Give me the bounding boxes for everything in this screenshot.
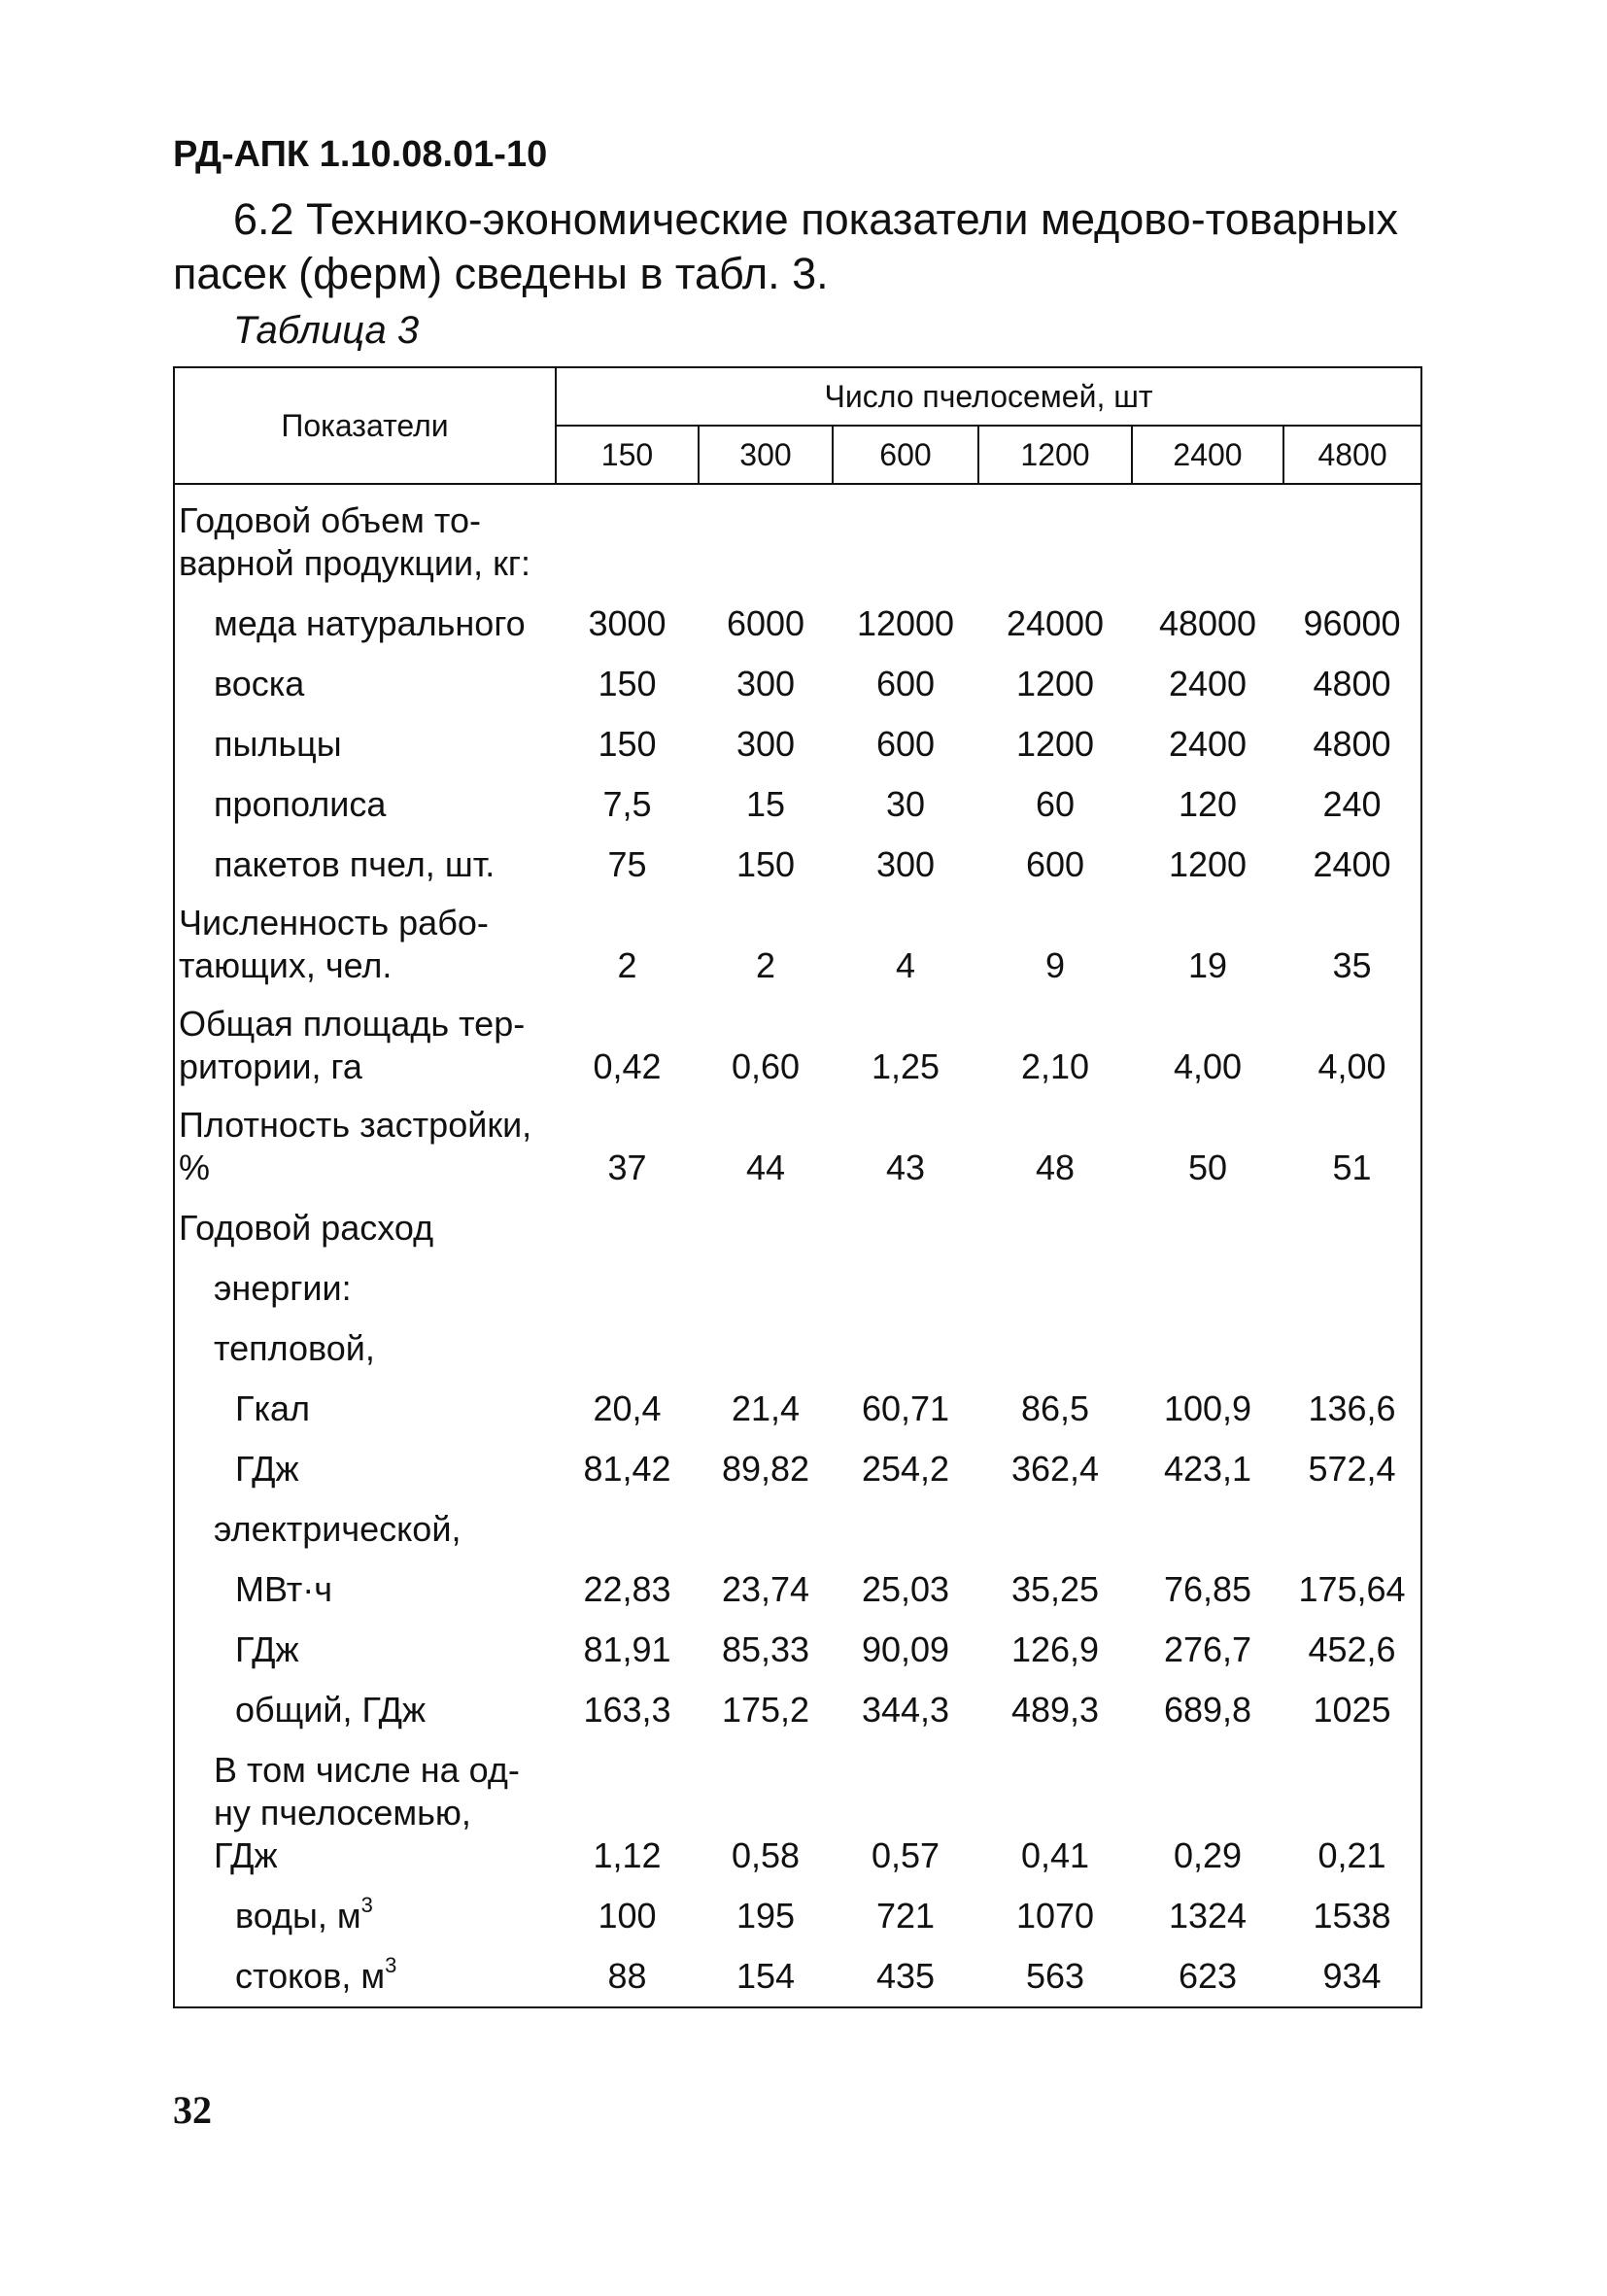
row-label-line: Численность рабо- [179,903,489,942]
table-cell: 81,91 [583,1629,671,1669]
table-cell [833,1250,978,1310]
table-cell: 75 [607,844,647,884]
table-cell: 150 [735,844,796,884]
row-label-line: ритории, га [179,1046,362,1086]
table-cell: 100 [598,1896,657,1936]
row-label-text: прополиса [214,784,387,824]
row-label [175,1491,556,1551]
table-cell: 254,2 [861,1449,950,1489]
row-label [175,987,556,1088]
table-cell [833,1491,978,1551]
table-cell: 44 [745,1148,786,1187]
row-label [175,1937,556,1998]
unit-superscript: 3 [360,1893,373,1917]
table-cell [1283,1491,1420,1551]
table-cell: 48 [1035,1148,1076,1187]
indicators-table [173,366,1422,2008]
table-cell: 2,10 [1020,1046,1090,1086]
table-cell: 2400 [1168,664,1248,703]
table-cell [1132,1189,1283,1250]
table-cell: 1324 [1168,1896,1248,1936]
row-label-text: общий, ГДж [235,1690,427,1730]
table-row [175,1551,1420,1611]
table-cell: 3000 [588,603,667,643]
table-cell: 96000 [1303,603,1401,643]
header-col-0: 150 [556,426,699,484]
table-cell: 23,74 [721,1569,810,1609]
header-col-2: 600 [833,426,978,484]
table-cell: 1,25 [871,1046,940,1086]
table-row [175,1877,1420,1937]
table-row [175,987,1420,1088]
table-cell: 175,2 [721,1690,810,1730]
row-label [175,484,556,585]
table-cell [1132,1250,1283,1310]
row-label [175,1877,556,1937]
table-cell: 20,4 [593,1388,662,1428]
row-label [175,1430,556,1491]
table-cell: 21,4 [731,1388,801,1428]
table-cell: 689,8 [1163,1690,1252,1730]
row-label [175,645,556,705]
table-cell: 2400 [1313,844,1391,884]
table-row [175,826,1420,886]
table-cell [699,1310,833,1370]
row-label [175,886,556,987]
table-cell: 90,09 [861,1629,950,1669]
table-cell [699,1491,833,1551]
header-col-4: 2400 [1132,426,1283,484]
row-label-text: пыльцы [214,724,342,764]
table-cell: 4,00 [1317,1046,1386,1086]
table-cell: 362,4 [1010,1449,1100,1489]
intro-line-1: 6.2 Технико-экономические показатели медово-товарных [233,194,1398,244]
row-label-line: В том числе на од- [214,1750,520,1790]
header-col-5: 4800 [1283,426,1420,484]
table-cell: 276,7 [1163,1629,1252,1669]
table-cell: 1070 [1015,1896,1095,1936]
row-label [175,1551,556,1611]
row-label-text: МВт·ч [235,1569,333,1609]
table-cell: 300 [735,664,796,703]
row-label [175,705,556,766]
row-label-line: Общая площадь тер- [179,1004,526,1044]
table-cell [1132,484,1283,585]
table-cell [556,1491,699,1551]
row-label [175,585,556,645]
table-cell [1132,1310,1283,1370]
table-cell: 600 [1025,844,1085,884]
table-cell: 6000 [726,603,805,643]
table-row [175,766,1420,826]
table-cell [1283,1310,1420,1370]
table-cell: 48000 [1158,603,1257,643]
table-cell: 163,3 [583,1690,671,1730]
row-label-line: Плотность застройки, [179,1105,532,1145]
table-cell: 1,12 [593,1835,662,1875]
table-cell: 136,6 [1308,1388,1396,1428]
table-cell: 600 [875,664,936,703]
table-cell: 120 [1178,784,1238,824]
table-cell [833,1189,978,1250]
table-row [175,1430,1420,1491]
row-label-line: ну пчелосемью, [214,1793,471,1833]
table-cell [556,1310,699,1370]
table-cell: 1538 [1313,1896,1391,1936]
table-cell [978,1250,1132,1310]
row-label-text: пакетов пчел, шт. [214,844,496,884]
table-cell: 81,42 [583,1449,671,1489]
table-row [175,1611,1420,1671]
row-label-text: воды, м [235,1896,361,1936]
row-label-text: стоков, м [235,1956,386,1996]
table-cell: 452,6 [1308,1629,1396,1669]
table-cell: 30 [885,784,926,824]
row-label-text: ГДж [235,1629,299,1669]
table-cell [1283,484,1420,585]
table-cell: 9 [1044,945,1066,985]
table-cell: 50 [1187,1148,1228,1187]
table-row [175,1731,1420,1877]
page-number: 32 [173,2088,212,2132]
table-cell: 89,82 [721,1449,810,1489]
row-label-line: % [179,1148,211,1187]
table-cell: 721 [875,1896,936,1936]
table-row [175,1671,1420,1731]
header-col-1: 300 [699,426,833,484]
table-cell: 435 [875,1956,936,1996]
table-cell [1283,1189,1420,1250]
table-cell: 623 [1178,1956,1238,1996]
table-cell: 43 [885,1148,926,1187]
row-label [175,1189,556,1250]
table-cell: 0,29 [1173,1835,1243,1875]
table-cell [833,484,978,585]
table-cell [556,1189,699,1250]
table-row [175,1491,1420,1551]
table-cell: 934 [1322,1956,1382,1996]
table-cell: 2400 [1168,724,1248,764]
table-cell: 100,9 [1163,1388,1252,1428]
table-cell [699,1189,833,1250]
table-cell [556,1250,699,1310]
table-row [175,1937,1420,1998]
unit-superscript: 3 [385,1953,397,1977]
table-cell: 37 [607,1148,647,1187]
row-label-text: Годовой расход [179,1208,434,1248]
table-cell: 85,33 [721,1629,810,1669]
table-cell: 35,25 [1010,1569,1100,1609]
table-cell: 2 [617,945,637,985]
table-cell: 4800 [1313,664,1391,703]
table-cell: 175,64 [1298,1569,1406,1609]
row-label-line: тающих, чел. [179,945,393,985]
row-label-text: меда натурального [214,603,526,643]
table-cell [833,1310,978,1370]
table-cell: 24000 [1006,603,1105,643]
table-cell: 60 [1035,784,1076,824]
table-cell: 51 [1332,1148,1372,1187]
table-cell [1283,1250,1420,1310]
table-cell: 0,41 [1020,1835,1090,1875]
table-cell: 1200 [1015,664,1095,703]
table-cell: 76,85 [1163,1569,1252,1609]
table-cell: 300 [875,844,936,884]
row-label-text: электрической, [214,1509,462,1549]
intro-paragraph [173,192,1436,301]
row-label-text: тепловой, [214,1328,375,1368]
table-cell: 1025 [1313,1690,1391,1730]
table-cell [978,1189,1132,1250]
table-cell: 489,3 [1010,1690,1100,1730]
row-label-text: Гкал [235,1388,311,1428]
row-label [175,1370,556,1430]
table-cell: 150 [598,724,657,764]
table-cell: 344,3 [861,1690,950,1730]
table-cell: 126,9 [1010,1629,1100,1669]
table-cell: 60,71 [861,1388,950,1428]
table-row [175,886,1420,987]
table-cell: 0,58 [731,1835,801,1875]
table-cell: 15 [745,784,786,824]
row-label [175,1088,556,1189]
table-cell: 154 [735,1956,796,1996]
row-label-text: энергии: [214,1268,352,1308]
table-cell: 600 [875,724,936,764]
document-code: РД-АПК 1.10.08.01-10 [173,134,548,175]
table-cell: 0,60 [731,1046,801,1086]
table-cell: 423,1 [1163,1449,1252,1489]
table-cell: 7,5 [602,784,652,824]
row-label-text: ГДж [235,1449,299,1489]
row-label [175,1731,556,1877]
table-cell: 2 [755,945,776,985]
table-cell [556,484,699,585]
table-cell: 0,21 [1317,1835,1386,1875]
table-cell [978,1310,1132,1370]
row-label [175,766,556,826]
table-cell: 35 [1332,945,1372,985]
table-cell: 4,00 [1173,1046,1243,1086]
row-label [175,1611,556,1671]
table-cell: 4 [895,945,916,985]
table-cell: 25,03 [861,1569,950,1609]
table-cell: 86,5 [1020,1388,1090,1428]
table-cell: 0,57 [871,1835,940,1875]
header-colonies-count: Число пчелосемей, шт [824,378,1153,414]
row-label-line: ГДж [214,1835,278,1875]
table-row [175,645,1420,705]
table-cell: 240 [1322,784,1382,824]
table-row [175,1310,1420,1370]
table-cell [699,484,833,585]
row-label [175,826,556,886]
table-cell: 1200 [1015,724,1095,764]
table-cell [978,484,1132,585]
table-row [175,1088,1420,1189]
row-label [175,1310,556,1370]
table-row [175,1250,1420,1310]
table-cell: 12000 [856,603,955,643]
table-cell: 563 [1025,1956,1085,1996]
row-label-line: варной продукции, кг: [179,543,531,583]
table-cell: 22,83 [583,1569,671,1609]
table-cell: 0,42 [593,1046,662,1086]
table-cell: 1200 [1168,844,1248,884]
table-cell [1132,1491,1283,1551]
table-cell [978,1491,1132,1551]
table-cell: 195 [735,1896,796,1936]
intro-line-2: пасек (ферм) сведены в табл. 3. [173,249,829,298]
table-row [175,705,1420,766]
table-cell: 4800 [1313,724,1391,764]
table-row [175,484,1420,585]
table-caption: Таблица 3 [233,309,420,352]
header-col-3: 1200 [978,426,1132,484]
table-cell: 150 [598,664,657,703]
row-label [175,1671,556,1731]
table-cell: 88 [607,1956,647,1996]
table-cell: 300 [735,724,796,764]
row-label-text: воска [214,664,305,703]
row-label-line: Годовой объем то- [179,500,482,540]
table-cell [699,1250,833,1310]
table-row [175,1370,1420,1430]
table-row [175,1189,1420,1250]
table-cell: 572,4 [1308,1449,1396,1489]
header-parameter: Показатели [175,368,556,484]
table-cell: 19 [1187,945,1228,985]
table-row [175,585,1420,645]
row-label [175,1250,556,1310]
